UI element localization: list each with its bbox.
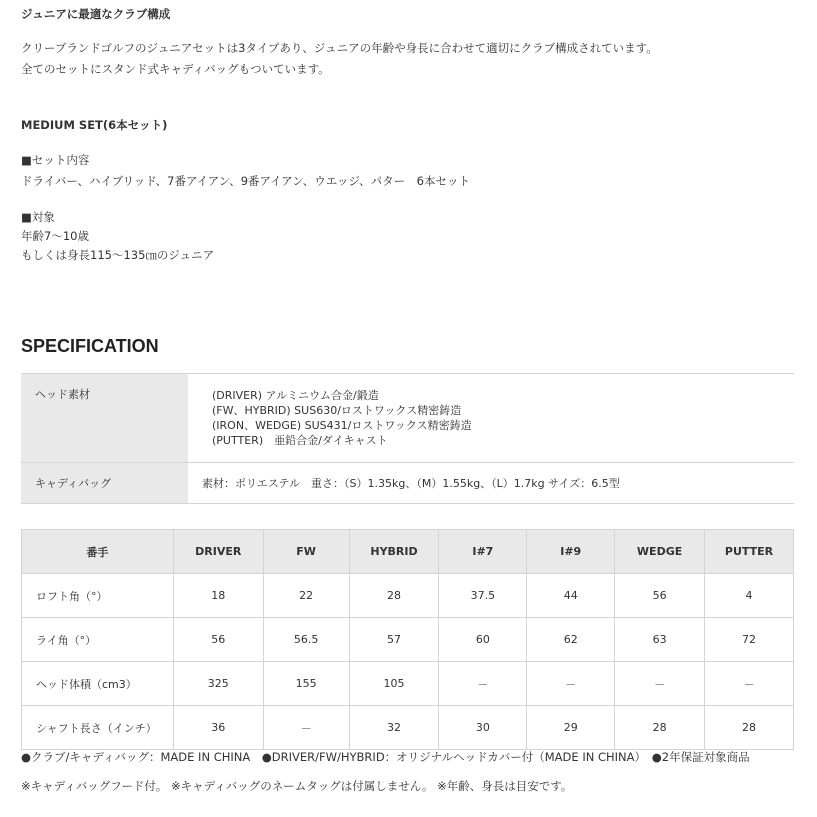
table-cell: 60	[439, 618, 527, 662]
table-cell: 72	[705, 618, 794, 662]
spec-head-label: ヘッド素材	[21, 374, 188, 463]
table-header: 番手	[22, 530, 174, 574]
table-cell: 29	[527, 706, 615, 750]
intro-text	[21, 38, 801, 80]
table-cell: 37.5	[439, 574, 527, 618]
table-row	[22, 618, 794, 662]
table-header: DRIVER	[173, 530, 263, 574]
set-target-label: ■対象	[21, 210, 55, 224]
table-cell: 36	[173, 706, 263, 750]
table-cell: 32	[349, 706, 439, 750]
table-cell: －	[439, 662, 527, 706]
table-row-header: ロフト角（°）	[22, 574, 174, 618]
table-cell: 56	[173, 618, 263, 662]
table-header-row	[22, 530, 794, 574]
table-cell: 56	[615, 574, 705, 618]
set-target	[21, 208, 214, 265]
table-cell: －	[615, 662, 705, 706]
table-cell: 105	[349, 662, 439, 706]
spec-head-line: (PUTTER) 亜鉛合金/ダイキャスト	[212, 434, 388, 447]
table-cell: 28	[615, 706, 705, 750]
table-cell: 28	[705, 706, 794, 750]
table-cell: 325	[173, 662, 263, 706]
table-header: HYBRID	[349, 530, 439, 574]
set-contents-value: ドライバー、ハイブリッド、7番アイアン、9番アイアン、ウエッジ、パター 6本セット	[21, 174, 470, 188]
set-target-line-1: 年齢7～10歳	[21, 229, 89, 243]
spec-head-line: (FW、HYBRID) SUS630/ロストワックス精密鋳造	[212, 404, 462, 417]
table-cell: 4	[705, 574, 794, 618]
set-contents-label: ■セット内容	[21, 153, 90, 167]
table-cell: 28	[349, 574, 439, 618]
set-target-line-2: もしくは身長115～135㎝のジュニア	[21, 248, 215, 262]
table-cell: －	[527, 662, 615, 706]
notes	[21, 748, 794, 796]
set-contents	[21, 150, 470, 192]
table-cell: －	[705, 662, 794, 706]
table-row-header: シャフト長さ（インチ）	[22, 706, 174, 750]
table-row	[22, 574, 794, 618]
notes-line-2: ※キャディバッグフード付。 ※キャディバッグのネームタッグは付属しません。 ※年齢、身長は目安です。	[21, 779, 573, 793]
table-cell: 57	[349, 618, 439, 662]
table-cell: 44	[527, 574, 615, 618]
table-header: PUTTER	[705, 530, 794, 574]
intro-line-2: 全てのセットにスタンド式キャディバッグもついています。	[21, 62, 330, 76]
table-cell: 22	[263, 574, 349, 618]
spec-bag-label: キャディバッグ	[21, 463, 188, 504]
table-header: I#9	[527, 530, 615, 574]
notes-line-1: ●クラブ/キャディバッグ：MADE IN CHINA ●DRIVER/FW/HYBRID：オリジナルヘッドカバー付（MADE IN CHINA） ●2年保証対象商品	[21, 750, 750, 764]
club-spec-table	[21, 529, 794, 750]
table-cell: 18	[173, 574, 263, 618]
spec-title: SPECIFICATION	[21, 336, 159, 356]
table-header: WEDGE	[615, 530, 705, 574]
spec-bag-value: 素材：ポリエステル 重さ：（S）1.35kg、（M）1.55kg、（L）1.7kg サイズ：6.5型	[188, 463, 794, 504]
table-row	[22, 706, 794, 750]
spec-head-line: (IRON、WEDGE) SUS431/ロストワックス精密鋳造	[212, 419, 472, 432]
table-header: FW	[263, 530, 349, 574]
table-cell: －	[263, 706, 349, 750]
spec-table	[21, 373, 794, 504]
table-row-header: ヘッド体積（cm3）	[22, 662, 174, 706]
table-cell: 62	[527, 618, 615, 662]
intro-line-1: クリーブランドゴルフのジュニアセットは3タイプあり、ジュニアの年齢や身長に合わせて適切にクラブ構成されています。	[21, 41, 658, 55]
table-row	[22, 662, 794, 706]
table-cell: 155	[263, 662, 349, 706]
set-title: MEDIUM SET(6本セット)	[21, 118, 168, 132]
table-cell: 56.5	[263, 618, 349, 662]
spec-row-bag	[21, 463, 794, 504]
table-row-header: ライ角（°）	[22, 618, 174, 662]
table-cell: 63	[615, 618, 705, 662]
table-header: I#7	[439, 530, 527, 574]
spec-head-value	[188, 374, 794, 463]
spec-head-line: (DRIVER) アルミニウム合金/鍛造	[212, 389, 379, 402]
spec-row-head	[21, 374, 794, 463]
intro-heading: ジュニアに最適なクラブ構成	[21, 7, 171, 21]
table-cell: 30	[439, 706, 527, 750]
